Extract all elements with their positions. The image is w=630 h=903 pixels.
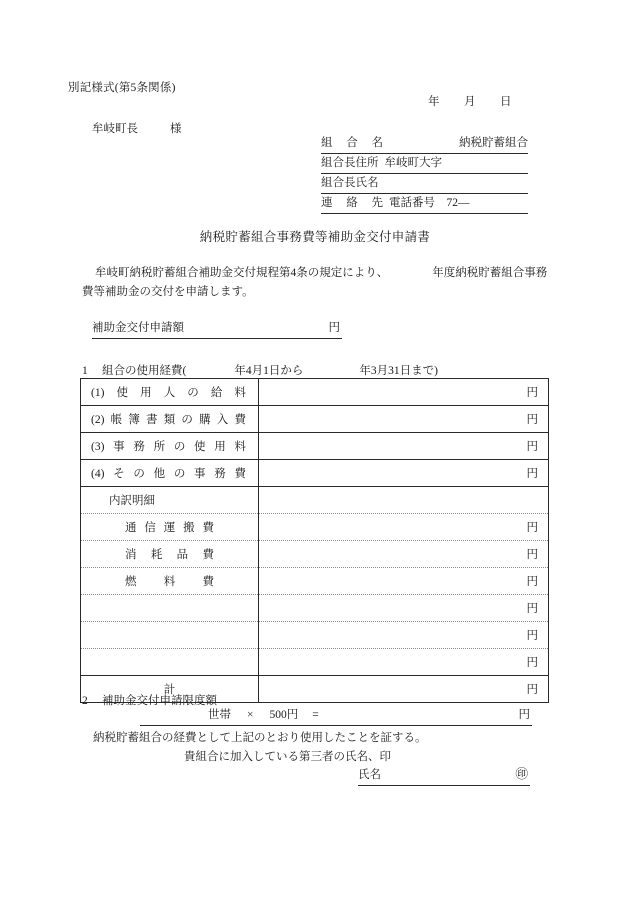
- page-title: 納税貯蓄組合事務費等補助金交付申請書: [199, 230, 431, 244]
- breakdown-item-4-unit: 円: [526, 603, 538, 615]
- amount-applied-field[interactable]: [92, 320, 342, 339]
- breakdown-item-3-label: [81, 568, 259, 595]
- expense-item-3-unit: 円: [526, 441, 538, 453]
- table-row[interactable]: [81, 649, 549, 676]
- date-year-label: 年: [428, 96, 440, 108]
- table-row[interactable]: [81, 595, 549, 622]
- breakdown-item-6-label[interactable]: [81, 649, 259, 676]
- date-line: [428, 93, 512, 109]
- expense-item-4-unit: 円: [526, 468, 538, 480]
- expense-item-4-text: [81, 465, 258, 481]
- expense-item-2-unit: 円: [526, 414, 538, 426]
- signature-label: 氏名: [358, 769, 381, 781]
- breakdown-item-1-label: [81, 514, 259, 541]
- section2-heading: [82, 692, 217, 708]
- expense-item-1-unit: 円: [526, 387, 538, 399]
- breakdown-item-6-value-cell[interactable]: [259, 649, 549, 676]
- form-number: 別記様式(第5条関係): [68, 82, 176, 94]
- table-row[interactable]: [81, 541, 549, 568]
- table-row[interactable]: [81, 622, 549, 649]
- breakdown-item-2-unit: 円: [526, 549, 538, 561]
- breakdown-heading-value-cell: [259, 487, 549, 514]
- breakdown-item-6-unit: 円: [526, 657, 538, 669]
- table-row[interactable]: [81, 568, 549, 595]
- expense-item-1-label: [81, 379, 259, 406]
- section2-number: 2: [82, 695, 88, 707]
- breakdown-item-1-value-cell[interactable]: [259, 514, 549, 541]
- section1-label: 組合の使用経費(: [102, 365, 187, 377]
- paragraph-part-2: 年度納税貯蓄組合事務費等補助金の交付を申請します。: [82, 267, 548, 298]
- table-row[interactable]: [81, 514, 549, 541]
- expense-table-body: [81, 379, 549, 703]
- total-value-cell[interactable]: [259, 676, 549, 703]
- breakdown-item-3-unit: 円: [526, 576, 538, 588]
- expense-item-1-value-cell[interactable]: [259, 379, 549, 406]
- total-label: 計: [163, 684, 176, 696]
- breakdown-item-4-value-cell[interactable]: [259, 595, 549, 622]
- org-value-union-name: 納税貯蓄組合: [459, 137, 528, 149]
- attestation-line-2: 貴組合に加入している第三者の氏名、印: [184, 751, 391, 763]
- breakdown-item-1-name: 通信運搬費: [125, 522, 214, 534]
- expense-item-3-name: 事務所の使用料: [104, 441, 246, 453]
- signature-field[interactable]: [358, 767, 530, 786]
- section1-period-end: 年3月31日まで): [359, 365, 438, 377]
- expense-item-4-name: その他の事務費: [104, 468, 246, 480]
- expense-item-2-value-cell[interactable]: [259, 406, 549, 433]
- body-paragraph: [82, 264, 552, 302]
- paragraph-part-1: 牟岐町納税貯蓄組合補助金交付規程第4条の規定により、: [95, 267, 389, 279]
- org-row-union-name[interactable]: [321, 134, 528, 154]
- table-row[interactable]: [81, 379, 549, 406]
- table-row[interactable]: [81, 460, 549, 487]
- breakdown-heading-row: [81, 487, 549, 514]
- org-value-contact: 電話番号 72—: [389, 197, 470, 209]
- org-label-contact: 連絡先: [321, 197, 383, 209]
- expense-item-3-no: (3): [91, 441, 105, 453]
- expense-item-1-text: [81, 384, 258, 400]
- org-row-chief-name[interactable]: [321, 174, 528, 194]
- org-row-contact[interactable]: [321, 194, 528, 214]
- addressee: [92, 120, 182, 136]
- expense-item-3-value-cell[interactable]: [259, 433, 549, 460]
- expense-item-1-name: 使用人の給料: [104, 387, 246, 399]
- breakdown-item-4-label[interactable]: [81, 595, 259, 622]
- table-row[interactable]: [81, 433, 549, 460]
- expense-item-1-no: (1): [91, 387, 105, 399]
- org-value-chief-address: 牟岐町大字: [384, 157, 442, 169]
- addressee-recipient: 牟岐町長: [92, 123, 138, 135]
- breakdown-item-3-name: 燃料費: [125, 576, 214, 588]
- expense-item-4-label: [81, 460, 259, 487]
- equals-sign: =: [312, 709, 319, 721]
- breakdown-item-3-value-cell[interactable]: [259, 568, 549, 595]
- breakdown-item-5-label[interactable]: [81, 622, 259, 649]
- multiply-sign: ×: [247, 709, 254, 721]
- section2-label: 補助金交付申請限度額: [102, 695, 217, 707]
- org-label-union-name: 組合名: [321, 137, 383, 149]
- total-unit: 円: [526, 684, 538, 696]
- expense-item-2-label: [81, 406, 259, 433]
- expense-item-4-no: (4): [91, 468, 105, 480]
- date-month-label: 月: [464, 96, 476, 108]
- date-day-label: 日: [500, 96, 512, 108]
- section1-heading: [82, 362, 438, 378]
- amount-applied-label: 補助金交付申請額: [92, 322, 184, 334]
- organization-block: [321, 134, 528, 214]
- expense-item-3-label: [81, 433, 259, 460]
- breakdown-item-2-value-cell[interactable]: [259, 541, 549, 568]
- addressee-honorific: 様: [170, 123, 182, 135]
- breakdown-item-1-unit: 円: [526, 522, 538, 534]
- limit-result-unit: 円: [518, 709, 530, 721]
- breakdown-item-5-unit: 円: [526, 630, 538, 642]
- expense-item-4-value-cell[interactable]: [259, 460, 549, 487]
- org-label-chief-address: 組合長住所: [321, 157, 379, 169]
- breakdown-heading-text: 内訳明細: [109, 495, 155, 507]
- limit-formula-line[interactable]: [140, 707, 532, 726]
- rate-per-household: 500円: [269, 709, 299, 721]
- org-row-chief-address[interactable]: [321, 154, 528, 174]
- breakdown-item-2-name: 消耗品費: [125, 549, 214, 561]
- expense-item-3-text: [81, 438, 258, 454]
- expense-item-2-no: (2): [91, 414, 105, 426]
- seal-icon: ㊞: [515, 767, 528, 781]
- expense-item-2-name: 帳簿書類の購入費: [104, 414, 246, 426]
- breakdown-item-2-label: [81, 541, 259, 568]
- section1-number: 1: [82, 365, 88, 377]
- org-label-chief-name: 組合長氏名: [321, 177, 379, 189]
- breakdown-item-5-value-cell[interactable]: [259, 622, 549, 649]
- expense-table: [80, 378, 549, 703]
- expense-item-2-text: [81, 411, 258, 427]
- table-row[interactable]: [81, 406, 549, 433]
- amount-applied-unit: 円: [328, 322, 340, 334]
- households-unit: 世帯: [208, 709, 231, 721]
- section1-period-start: 年4月1日から: [234, 365, 304, 377]
- breakdown-heading-cell: [81, 487, 259, 514]
- attestation-line-1: 納税貯蓄組合の経費として上記のとおり使用したことを証する。: [93, 732, 427, 744]
